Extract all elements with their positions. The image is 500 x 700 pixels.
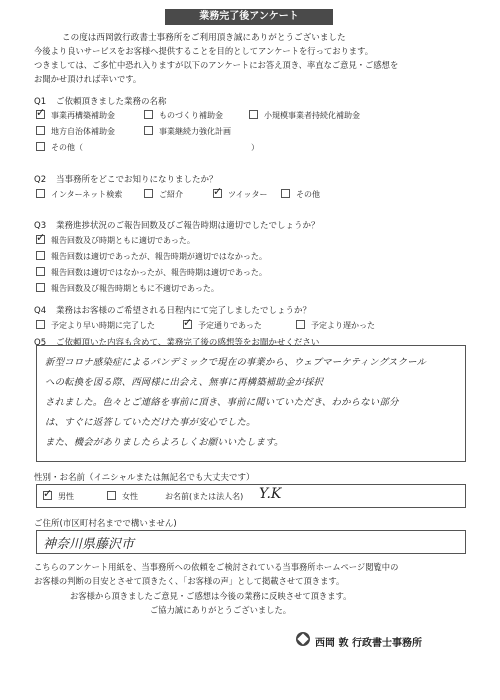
handwritten-answer-line: は、すぐに返答していただけた事が安心でした。	[45, 417, 256, 428]
question-2	[34, 173, 218, 185]
page-title: 業務完了後アンケート	[165, 9, 333, 25]
checkbox-checked[interactable]	[36, 110, 45, 119]
option-label: 報告回数及び報告時期ともに不適切であった。	[51, 284, 219, 293]
checkbox[interactable]	[36, 142, 45, 151]
handwritten-answer-line: また、機会がありましたらよろしくお願いいたします。	[45, 437, 284, 448]
checkbox[interactable]	[107, 491, 116, 500]
q2-option-internet[interactable]	[36, 189, 122, 200]
handwritten-answer-line: されました。色々とご連絡を事前に頂き、事前に聞いていただき、わからない部分	[45, 397, 399, 408]
checkbox[interactable]	[281, 189, 290, 198]
option-label: 予定より遅かった	[311, 321, 375, 330]
firm-name: 西岡 敦 行政書士事務所	[315, 638, 422, 649]
checkbox[interactable]	[36, 320, 45, 329]
name-section-label: 性別・お名前（イニシャルまたは無記名でも大丈夫です）	[34, 473, 255, 483]
question-text: ご依頼頂きました業務の名称	[56, 97, 167, 107]
name-value[interactable]: Y.K	[259, 486, 282, 502]
option-label: 予定通りであった	[198, 321, 262, 330]
handwritten-answer-line: への転換を図る際、西岡様に出会え、無事に再構築補助金が採択	[45, 377, 324, 388]
question-number: Q3	[34, 221, 47, 231]
footer-thanks: お客様から頂きましたご意見・ご感想は今後の業務に反映させて頂きます。	[70, 591, 352, 601]
question-number: Q4	[34, 306, 47, 316]
intro-line: 今後より良いサービスをお客様へ提供することを目的としてアンケートを行っております。	[34, 46, 374, 56]
gender-male[interactable]	[43, 491, 74, 502]
option-label: ものづくり補助金	[159, 111, 223, 120]
option-label: 事業継続力強化計画	[159, 127, 231, 136]
q3-option-1[interactable]	[36, 235, 195, 246]
option-label: 事業再構築補助金	[51, 111, 115, 120]
option-label: 地方自治体補助金	[51, 127, 115, 136]
option-label: その他	[296, 190, 320, 199]
option-label: 報告回数は適切であったが、報告時期が適切ではなかった。	[51, 252, 267, 261]
checkbox[interactable]	[144, 126, 153, 135]
address-box[interactable]	[36, 530, 466, 554]
checkbox-checked[interactable]	[213, 189, 222, 198]
question-1	[34, 95, 167, 107]
checkbox[interactable]	[36, 251, 45, 260]
question-text: 業務進捗状況のご報告回数及びご報告時期は適切でしたでしょうか？	[56, 221, 320, 231]
address-value: 神奈川県藤沢市	[43, 537, 135, 552]
checkbox[interactable]	[36, 189, 45, 198]
q1-option-chihou[interactable]	[36, 126, 115, 137]
checkbox-checked[interactable]	[36, 235, 45, 244]
option-label: インターネット検索	[51, 190, 123, 199]
q2-option-other[interactable]	[281, 189, 320, 200]
question-number: Q2	[34, 175, 47, 185]
q5-answer-box[interactable]	[36, 345, 466, 462]
q4-option-early[interactable]	[36, 320, 155, 331]
q3-option-3[interactable]	[36, 267, 267, 278]
question-number: Q5	[34, 338, 47, 348]
q1-option-monozukuri[interactable]	[144, 110, 223, 121]
intro-lead: この度は西岡敦行政書士事務所をご利用頂き誠にありがとうございました	[62, 33, 346, 43]
question-4	[34, 304, 311, 316]
option-label: 予定より早い時期に完了した	[51, 321, 155, 330]
q1-option-shoukibo[interactable]	[249, 110, 360, 121]
gender-female[interactable]	[107, 491, 138, 502]
q4-option-on-schedule[interactable]	[183, 320, 262, 331]
q4-option-late[interactable]	[296, 320, 375, 331]
intro-line: お聞かせ頂ければ幸いです。	[34, 74, 142, 84]
firm-logo-icon	[296, 632, 310, 646]
address-section-label: ご住所(市区町村名までで構いません)	[34, 519, 177, 529]
option-label: その他（ ）	[51, 143, 259, 152]
q1-option-jigyo-saikouchiku[interactable]	[36, 110, 115, 121]
name-label: お名前(または法人名)	[165, 492, 244, 501]
option-label: 報告回数は適切ではなかったが、報告時期は適切であった。	[51, 268, 267, 277]
handwritten-answer-line: 新型コロナ感染症によるパンデミックで現在の事業から、ウェブマーケティングスクール	[45, 357, 427, 368]
question-number: Q1	[34, 97, 47, 107]
footer-line: お客様の判断の目安とさせて頂きたく、「お客様の声」として掲載させて頂きます。	[34, 576, 345, 586]
option-label: ご紹介	[159, 190, 183, 199]
option-label: 報告回数及び時期ともに適切であった。	[51, 236, 195, 245]
footer-thanks: ご協力誠にありがとうございました。	[150, 605, 292, 615]
checkbox[interactable]	[36, 283, 45, 292]
q2-option-twitter[interactable]	[213, 189, 267, 200]
question-text: 業務はお客様のご希望される日程内にて完了しましたでしょうか？	[56, 306, 312, 316]
name-box	[36, 484, 466, 508]
q2-option-referral[interactable]	[144, 189, 183, 200]
option-label: 男性	[58, 492, 74, 501]
checkbox[interactable]	[36, 126, 45, 135]
question-3	[34, 219, 320, 231]
question-text: 当事務所をどこでお知りになりましたか？	[56, 175, 218, 185]
footer-line: こちらのアンケート用紙を、当事務所への依頼をご検討されている当事務所ホームページ閲覧中の	[34, 562, 399, 572]
option-label: ツイッター	[228, 190, 268, 199]
checkbox[interactable]	[36, 267, 45, 276]
checkbox[interactable]	[144, 110, 153, 119]
option-label: 小規模事業者持続化補助金	[264, 111, 360, 120]
q3-option-4[interactable]	[36, 283, 219, 294]
q1-option-jigyou-keizoku[interactable]	[144, 126, 231, 137]
q1-option-other[interactable]	[36, 142, 259, 153]
checkbox-checked[interactable]	[43, 491, 52, 500]
q3-option-2[interactable]	[36, 251, 267, 262]
checkbox[interactable]	[144, 189, 153, 198]
checkbox[interactable]	[249, 110, 258, 119]
question-text: ご依頼頂いた内容も含めて、業務完了後の感想等をお聞かせください	[56, 338, 320, 348]
checkbox[interactable]	[296, 320, 305, 329]
option-label: 女性	[122, 492, 138, 501]
intro-line: つきましては、ご多忙中恐れ入りますが以下のアンケートにお答え頂き、率直なご意見・ご感想を	[34, 60, 399, 70]
checkbox-checked[interactable]	[183, 320, 192, 329]
